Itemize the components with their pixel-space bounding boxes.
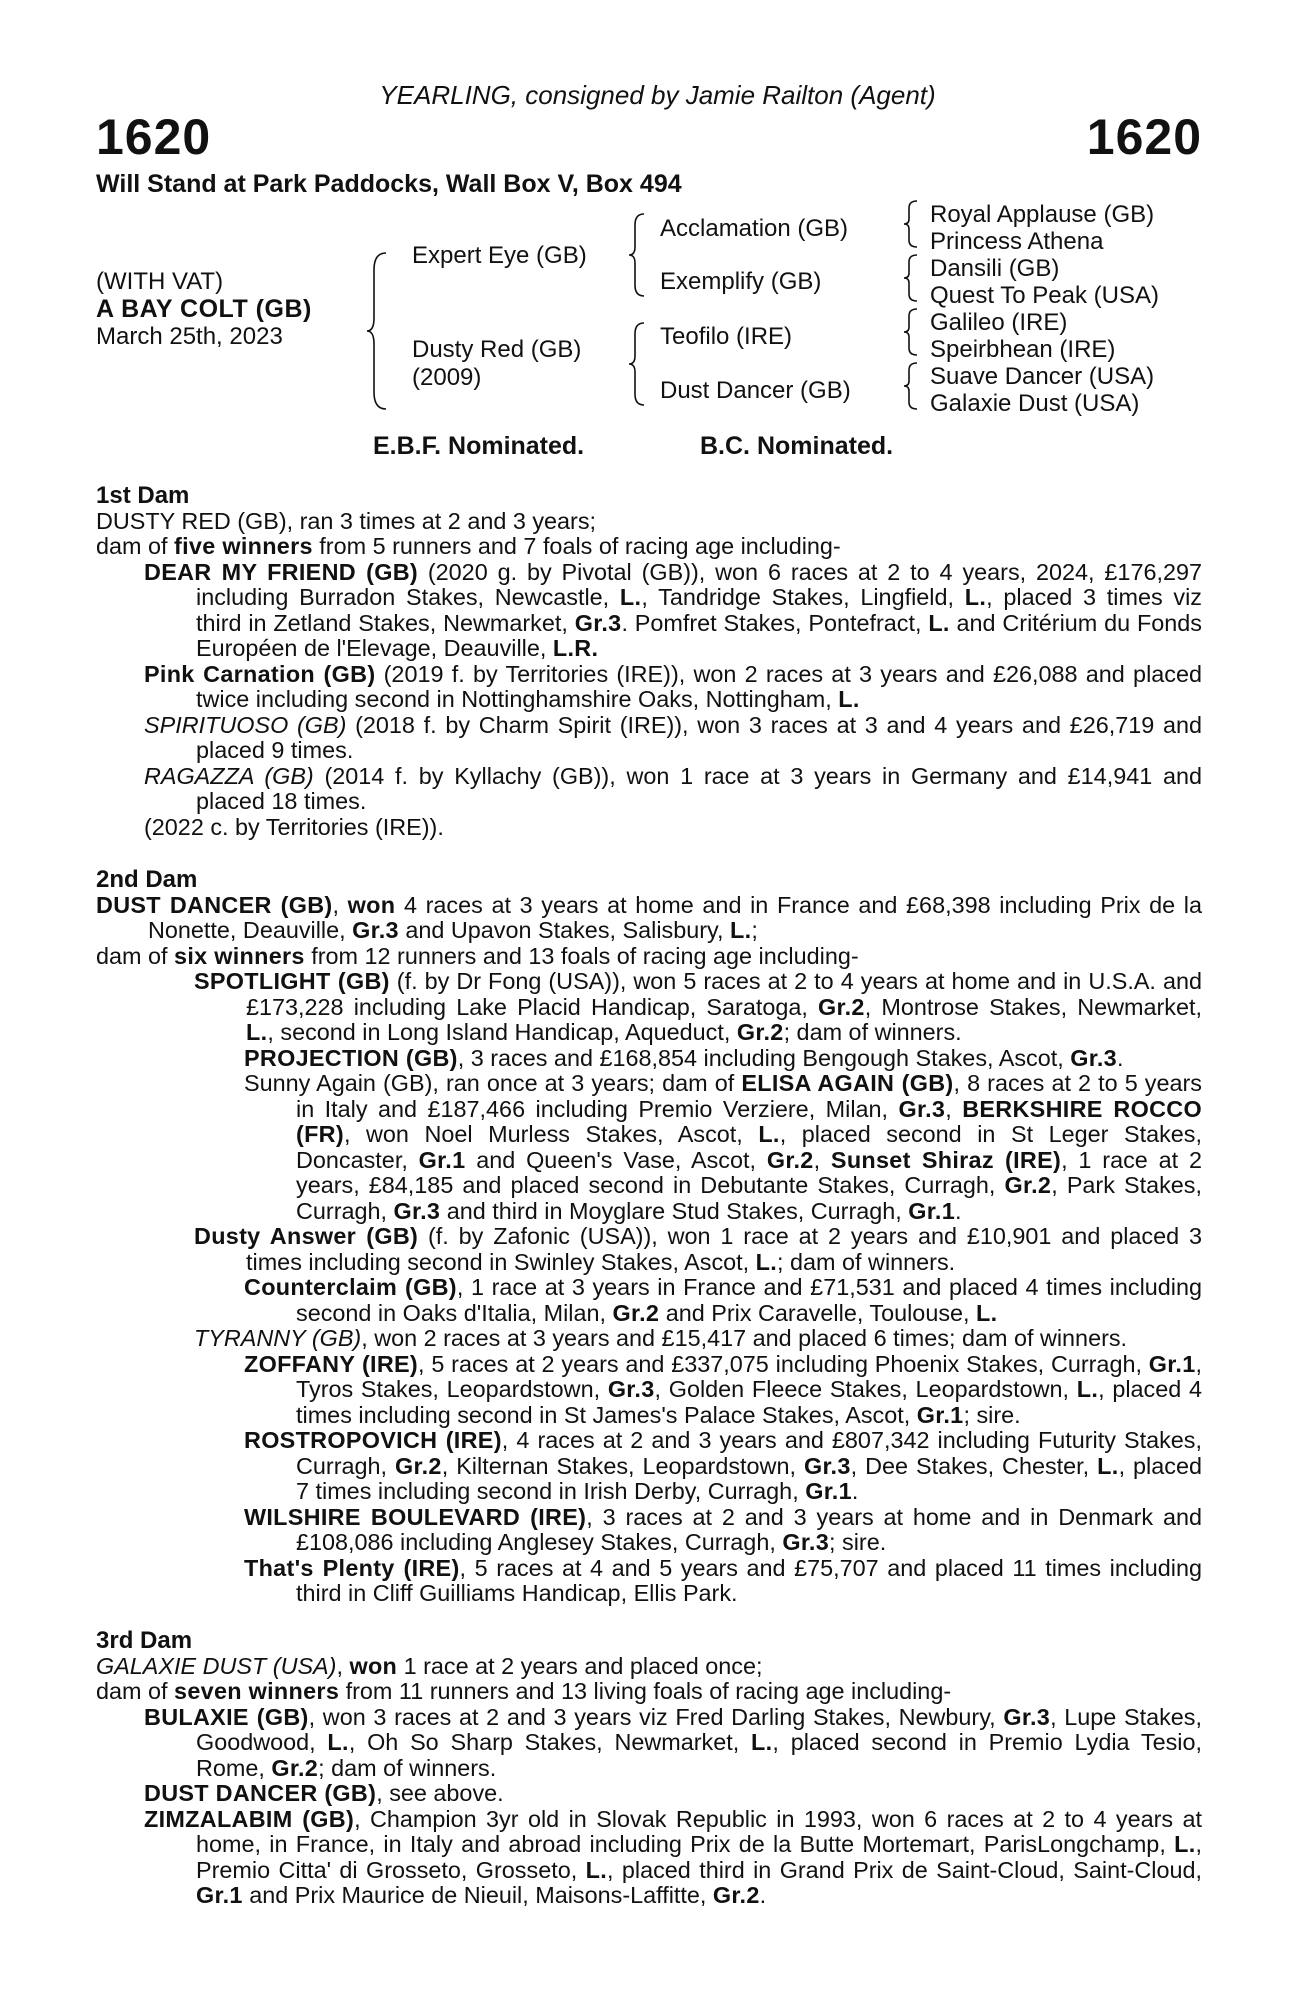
produce-entry: WILSHIRE BOULEVARD (IRE), 3 races at 2 and 3 years at home and in Denmark and £108,086 including Anglesey Stakes, Curragh, Gr.3; sire. [244,1503,1202,1555]
pedigree-brace-g3-4 [903,362,919,410]
ebf-nomination: E.B.F. Nominated. [373,432,585,460]
produce-entry: That's Plenty (IRE), 5 races at 4 and 5 years and £75,707 and placed 11 times including third in Cliff Guilliams Handicap, Ellis Park. [244,1554,1202,1606]
ped-sss: Royal Applause (GB) [930,201,1155,228]
second-dam-section [96,867,1202,1607]
ped-ddd: Galaxie Dust (USA) [930,390,1140,417]
lot-number-right: 1620 [1086,109,1202,165]
produce-entry: BULAXIE (GB), won 3 races at 2 and 3 years viz Fred Darling Stakes, Newbury, Gr.3, Lupe Stakes, Goodwood, L., Oh So Sharp Stakes, Newmarket, L., placed second in Premio Lydia Tesio, Rome, Gr.2; dam of winners. [144,1703,1202,1781]
ped-sdd: Quest To Peak (USA) [930,282,1159,309]
produce-entry: Dusty Answer (GB) (f. by Zafonic (USA)), won 1 race at 2 years and £10,901 and placed 3 times including second in Swinley Stakes, Ascot, L.; dam of winners. [194,1223,1203,1275]
section-heading: 1st Dam [96,482,190,509]
produce-entry: PROJECTION (GB), 3 races and £168,854 including Bengough Stakes, Ascot, Gr.3. [244,1044,1124,1071]
lot-number-left: 1620 [96,109,212,165]
ped-dss: Galileo (IRE) [930,309,1068,336]
foaling-date: March 25th, 2023 [96,323,283,350]
produce-entry: ROSTROPOVICH (IRE), 4 races at 2 and 3 years and £807,342 including Futurity Stakes, Curragh, Gr.2, Kilternan Stakes, Leopardstown, Gr.3, Dee Stakes, Chester, L., placed 7 times including second in Irish Derby, Curragh, Gr.1. [244,1427,1203,1504]
ped-sds: Dansili (GB) [930,255,1060,282]
produce-summary: dam of seven winners from 11 runners and 13 living foals of racing age including- [96,1678,952,1704]
pedigree-brace-main [366,252,388,410]
first-dam-section [96,483,1202,840]
pedigree-brace-sire [628,213,646,297]
third-dam-section [96,1628,1202,1909]
produce-summary: dam of six winners from 12 runners and 13 foals of racing age including- [96,942,859,969]
ped-ssd: Princess Athena [930,228,1104,255]
dam-name: Dusty Red (GB) [412,336,582,363]
produce-entry: ZOFFANY (IRE), 5 races at 2 years and £337,075 including Phoenix Stakes, Curragh, Gr.1, Tyros Stakes, Leopardstown, Gr.3, Golden Fleece Stakes, Leopardstown, L., placed 4 times including second in St James's Palace Stakes, Ascot, Gr.1; sire. [244,1350,1203,1428]
lot-title: A BAY COLT (GB) [96,295,312,323]
sire-sire: Acclamation (GB) [660,215,849,242]
dam-line: DUSTY RED (GB), ran 3 times at 2 and 3 years; [96,507,597,534]
ped-dsd: Speirbhean (IRE) [930,336,1116,363]
section-heading: 2nd Dam [96,866,198,893]
produce-entry: Counterclaim (GB), 1 race at 3 years in France and £71,531 and placed 4 times including second in Oaks d'Italia, Milan, Gr.2 and Prix Caravelle, Toulouse, L. [244,1274,1202,1326]
ped-dds: Suave Dancer (USA) [930,363,1155,390]
bc-nomination: B.C. Nominated. [700,432,894,460]
produce-entry: DEAR MY FRIEND (GB) (2020 g. by Pivotal (GB)), won 6 races at 2 to 4 years, 2024, £176,297 including Burradon Stakes, Newcastle, L., Tandridge Stakes, Lingfield, L., placed 3 times viz third in Zetland Stakes, Newmarket, Gr.3. Pomfret Stakes, Pontefract, L. and Critérium du Fonds Européen de l'Elevage, Deauville, L.R. [144,558,1202,661]
produce-entry: TYRANNY (GB), won 2 races at 3 years and £15,417 and placed 6 times; dam of winners. [194,1325,1128,1351]
pedigree-brace-dam [628,322,646,406]
produce-entry: ZIMZALABIM (GB), Champion 3yr old in Slovak Republic in 1993, won 6 races at 2 to 4 years at home, in France, in Italy and abroad including Prix de la Butte Mortemart, ParisLongchamp, L., Premio Citta' di Grosseto, Grosseto, L., placed third in Grand Prix de Saint-Cloud, Saint-Cloud, Gr.1 and Prix Maurice de Nieuil, Maisons-Laffitte, Gr.2. [144,1805,1202,1908]
pedigree-brace-g3-2 [903,254,919,302]
dam-year: (2009) [412,364,482,391]
produce-entry: Sunny Again (GB), ran once at 3 years; dam of ELISA AGAIN (GB), 8 races at 2 to 5 years in Italy and £187,466 including Premio Verziere, Milan, Gr.3, BERKSHIRE ROCCO (FR), won Noel Murless Stakes, Ascot, L., placed second in St Leger Stakes, Doncaster, Gr.1 and Queen's Vase, Ascot, Gr.2, Sunset Shiraz (IRE), 1 race at 2 years, £84,185 and placed second in Debutante Stakes, Curragh, Gr.2, Park Stakes, Curragh, Gr.3 and third in Moyglare Stud Stakes, Curragh, Gr.1. [244,1070,1203,1224]
pedigree-brace-g3-1 [903,200,919,248]
produce-entry: SPOTLIGHT (GB) (f. by Dr Fong (USA)), won 5 races at 2 to 4 years at home and in U.S.A. and £173,228 including Lake Placid Handicap, Saratoga, Gr.2, Montrose Stakes, Newmarket, L., second in Long Island Handicap, Aqueduct, Gr.2; dam of winners. [194,968,1203,1045]
dam-line: DUST DANCER (GB), won 4 races at 3 years at home and in France and £68,398 including Prix de la Nonette, Deauville, Gr.3 and Upavon Stakes, Salisbury, L.; [96,891,1203,943]
consignment-line: YEARLING, consigned by Jamie Railton (Agent) [379,80,936,110]
produce-summary: dam of five winners from 5 runners and 7 foals of racing age including- [96,533,841,559]
dam-sire: Teofilo (IRE) [660,323,793,350]
produce-entry: RAGAZZA (GB) (2014 f. by Kyllachy (GB)), won 1 race at 3 years in Germany and £14,941 and placed 18 times. [144,762,1202,814]
produce-entry: SPIRITUOSO (GB) (2018 f. by Charm Spirit (IRE)), won 3 races at 3 and 4 years and £26,719 and placed 9 times. [144,711,1202,763]
dam-dam: Dust Dancer (GB) [660,377,851,404]
sire-dam: Exemplify (GB) [660,268,822,295]
produce-entry: Pink Carnation (GB) (2019 f. by Territories (IRE)), won 2 races at 3 years and £26,088 and placed twice including second in Nottinghamshire Oaks, Nottingham, L. [144,660,1202,712]
produce-entry: (2022 c. by Territories (IRE)). [144,813,444,840]
stand-location: Will Stand at Park Paddocks, Wall Box V, Box 494 [96,170,682,198]
dam-line: GALAXIE DUST (USA), won 1 race at 2 years and placed once; [96,1652,763,1679]
vat-note: (WITH VAT) [96,268,224,295]
pedigree-brace-g3-3 [903,308,919,356]
produce-entry: DUST DANCER (GB), see above. [144,1780,504,1806]
section-heading: 3rd Dam [96,1627,193,1654]
sire-name: Expert Eye (GB) [412,242,587,269]
